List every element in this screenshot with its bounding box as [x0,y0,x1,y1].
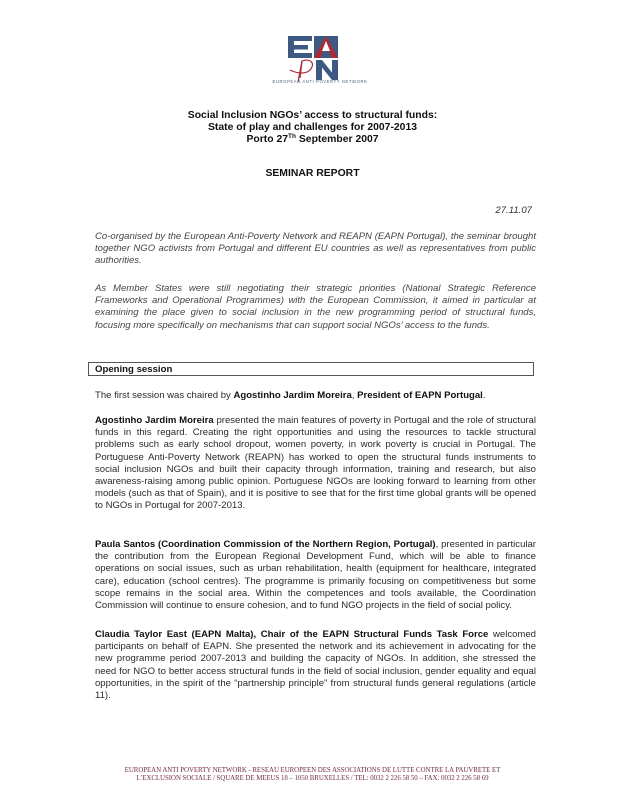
speaker-name-2: Paula Santos (Coordination Commission of the Northern Region, Portugal) [95,539,436,550]
speaker-paragraph-2 [95,539,536,612]
title-line-3-suffix: September 2007 [295,134,379,146]
logo-caption: EUROPEAN ANTI POVERTY NETWORK [272,79,368,84]
report-label: SEMINAR REPORT [265,168,360,179]
speaker-paragraph-1 [95,415,536,513]
title-line-3 [0,134,625,146]
section-heading: Opening session [95,364,173,375]
eapn-logo [282,30,358,86]
speaker-text-3: welcomed participants on behalf of EAPN. She presented the network and its achievement in advocating for the new programme period 2007-2013 and building the capacity of NGOs. In addition, she stressed the need for NGO to better access structural funds in the field of social inclusion, gender equality and equal opportunities, in the spirit of the “partnership principle” from structural funds general regulations (article 11). [95,629,536,702]
title-line-3-prefix: Porto 27 [246,134,289,146]
section-heading-box [88,362,534,376]
speaker-name-3: Claudia Taylor East (EAPN Malta), Chair of the EAPN Structural Funds Task Force [95,629,489,640]
eapn-logo-icon [282,30,358,86]
speaker-name-1: Agostinho Jardim Moreira [95,415,214,426]
title-line-3-sup: Th [288,133,296,141]
title-line-1: Social Inclusion NGOs’ access to structural funds: [187,110,438,121]
chair-separator: , [351,390,358,401]
speaker-text-2: , presented in particular the contribution from the European Regional Development Fund, which will be able to finance operations on social issues, such as urban rehabilitation, health (equipment for healthcare, integrated care), education (school centres). The programme is primarily focusing on competitiveness but some scope remains in the social area. Within the competences and tools available, the Coordination Commission will continue to ensure cohesion, and to fund NGO projects in the field of social policy. [95,539,536,612]
document-date: 27.11.07 [495,205,532,216]
speaker-paragraph-3 [95,629,536,702]
intro-paragraph-1: Co-organised by the European Anti-Poverty Network and REAPN (EAPN Portugal), the seminar brought together NGO activists from Portugal and different EU countries as well as representatives from public authorities. [95,231,536,267]
title-line-2: State of play and challenges for 2007-2013 [207,122,418,134]
document-title [0,110,625,147]
page-footer [0,767,625,783]
chair-name: Agostinho Jardim Moreira [233,390,352,401]
chair-role: President of EAPN Portugal [357,390,483,401]
speaker-text-1: presented the main features of poverty in Portugal and the role of structural funds in this regard. Creating the right opportunities and using the resources to tackle structural problems such as early school dropout, women poverty, in work poverty is crucial in Portugal. The Portuguese Anti-Poverty Network (REAPN) has worked to open the structural funds instruments to social inclusion NGOs and built their capacity through information, training and research, but also awareness-raising among public opinion. Portuguese NGOs are looking forward to learning from other models (such as that of Spain), and it is positive to see that for the first time global grants will be opened to NGOs in Portugal for 2007-2013. [95,415,536,512]
intro-paragraph-2: As Member States were still negotiating their strategic priorities (National Strategic Reference Frameworks and Operational Programmes) with the European Commission, it aimed in particular at examining the place given to social inclusion in the new programming period of structural funds, focusing more specifically on mechanisms that can support social NGOs’ access to the funds. [95,283,536,331]
footer-line-2: L’EXCLUSION SOCIALE / SQUARE DE MEEUS 18 – 1050 BRUXELLES / TEL: 0032 2 226 58 50 – FAX: 0032 2 226 58 69 [136,775,489,783]
footer-line-1: EUROPEAN ANTI POVERTY NETWORK - RESEAU EUROPEEN DES ASSOCIATIONS DE LUTTE CONTRE LA PAUVRETE ET [124,767,501,774]
chair-suffix: . [482,390,486,401]
chair-prefix: The first session was chaired by [95,390,234,401]
chair-paragraph [95,390,536,402]
